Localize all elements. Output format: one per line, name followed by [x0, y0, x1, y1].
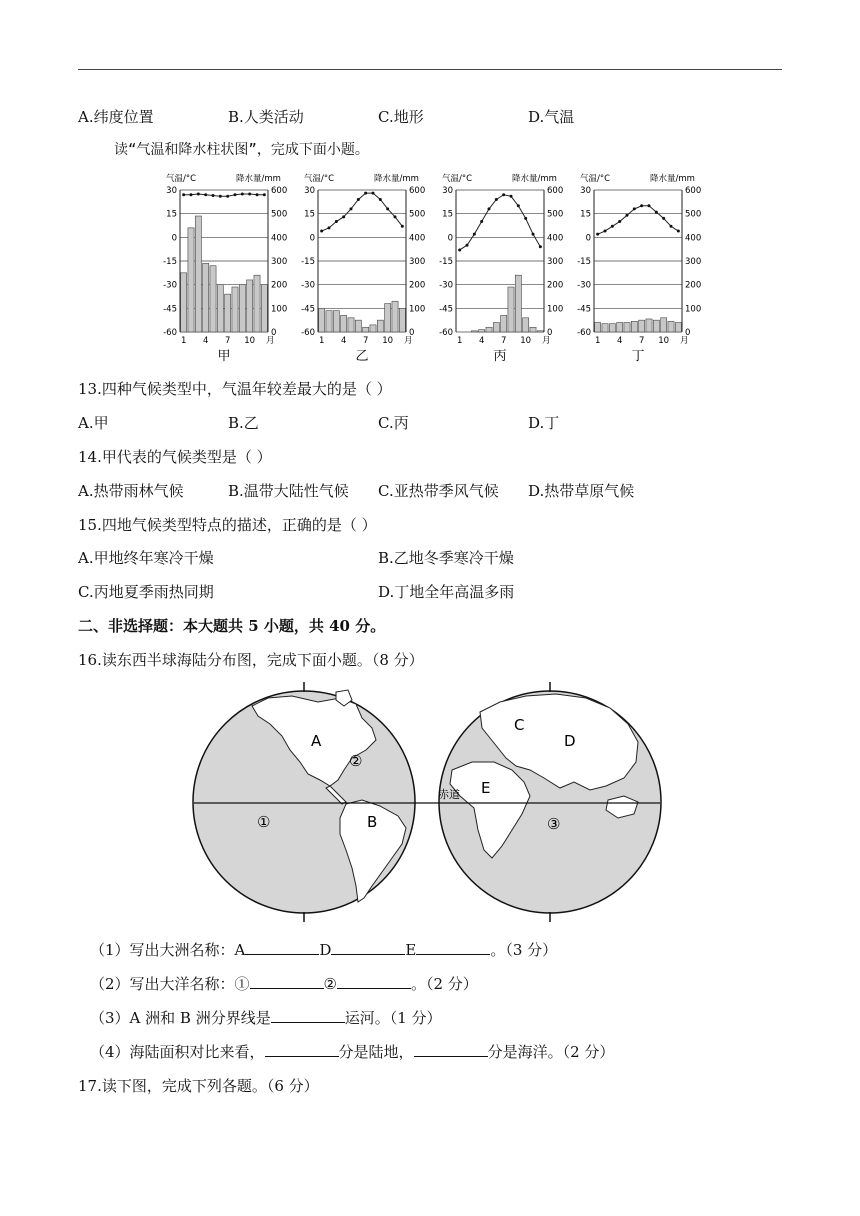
- precip-tick-label: 200: [685, 280, 702, 291]
- temp-point: [226, 195, 229, 198]
- month-tick-label: 4: [616, 336, 623, 346]
- temp-point: [655, 211, 658, 214]
- precip-tick-label: 600: [409, 186, 426, 196]
- temp-point: [502, 193, 505, 196]
- q13-option-d: D.丁: [528, 414, 560, 432]
- q13-stem: 13.四种气候类型中，气温年较差最大的是（ ）: [78, 380, 392, 398]
- precip-bar: [501, 315, 507, 332]
- q17-stem: 17.读下图，完成下列各题。（6 分）: [78, 1077, 319, 1095]
- map-label-a: A: [311, 732, 322, 750]
- precip-bar: [661, 318, 667, 332]
- panel-label: 甲: [217, 349, 231, 364]
- precip-bar: [225, 294, 231, 332]
- temp-tick-label: -15: [577, 257, 591, 267]
- precip-tick-label: 300: [685, 257, 702, 267]
- temp-tick-label: -30: [301, 280, 315, 291]
- temp-axis-title: 气温/°C: [442, 174, 473, 184]
- month-tick-label: 10: [244, 336, 256, 346]
- precip-tick-label: 400: [685, 233, 702, 244]
- month-tick-label: 1: [456, 336, 463, 346]
- precip-bar: [675, 323, 681, 332]
- precip-axis-title: 降水量/mm: [650, 174, 695, 184]
- temp-point: [212, 194, 215, 197]
- precip-tick-label: 500: [271, 209, 288, 220]
- temp-tick-label: -45: [163, 304, 177, 315]
- temp-point: [480, 220, 483, 223]
- temp-line: [460, 195, 541, 250]
- precip-bar: [254, 275, 260, 332]
- temp-tick-label: -45: [301, 304, 315, 315]
- precip-tick-label: 500: [409, 209, 426, 220]
- temp-tick-label: 15: [166, 209, 177, 220]
- temp-point: [357, 198, 360, 201]
- q15-option-c: C.丙地夏季雨热同期: [78, 583, 214, 601]
- header-rule: [78, 69, 782, 70]
- precip-tick-label: 600: [547, 186, 564, 196]
- temp-axis-title: 气温/°C: [580, 174, 611, 184]
- western-hemisphere: [193, 682, 415, 922]
- precip-bar: [515, 275, 521, 332]
- temp-point: [618, 220, 621, 223]
- temp-point: [611, 225, 614, 228]
- precip-bar: [631, 321, 637, 332]
- month-tick-label: 4: [340, 336, 347, 346]
- prev-option-c: C.地形: [378, 108, 424, 126]
- temp-tick-label: -60: [301, 328, 315, 338]
- map-label-e: E: [481, 779, 491, 797]
- precip-bar: [326, 311, 332, 332]
- month-tick-label: 10: [658, 336, 670, 346]
- month-unit: 月: [542, 336, 551, 346]
- q16-sub-1: （1）写出大洲名称：A D E 。（3 分）: [90, 941, 558, 959]
- temp-point: [248, 192, 251, 195]
- temp-point: [241, 192, 244, 195]
- temp-tick-label: 30: [442, 186, 453, 196]
- map-label-ocean-2: ②: [349, 752, 363, 770]
- temp-tick-label: 0: [171, 233, 177, 244]
- temp-point: [670, 225, 673, 228]
- precip-bar: [617, 323, 623, 332]
- precip-tick-label: 0: [271, 328, 277, 338]
- temp-point: [648, 204, 651, 207]
- map-label-ocean-1: ①: [257, 813, 271, 831]
- temp-point: [197, 192, 200, 195]
- temp-point: [204, 193, 207, 196]
- precip-bar: [385, 304, 391, 332]
- precip-tick-label: 100: [547, 304, 564, 315]
- temp-point: [182, 193, 185, 196]
- temp-point: [524, 217, 527, 220]
- prev-option-a: A.纬度位置: [78, 108, 154, 126]
- month-unit: 月: [404, 336, 413, 346]
- map-label-b: B: [367, 813, 378, 831]
- temp-point: [517, 204, 520, 207]
- chart-intro: 读“气温和降水柱状图”，完成下面小题。: [114, 142, 369, 158]
- precip-bar: [355, 320, 361, 332]
- temp-point: [328, 226, 331, 229]
- precip-bar: [668, 321, 674, 332]
- temp-tick-label: -30: [439, 280, 453, 291]
- precip-tick-label: 100: [271, 304, 288, 315]
- temp-tick-label: -60: [163, 328, 177, 338]
- precip-tick-label: 0: [409, 328, 415, 338]
- temp-point: [495, 198, 498, 201]
- map-label-ocean-3: ③: [547, 815, 561, 833]
- q15-option-b: B.乙地冬季寒冷干燥: [378, 549, 514, 567]
- temp-tick-label: -15: [439, 257, 453, 267]
- precip-bar: [370, 325, 376, 332]
- temp-line: [322, 193, 403, 231]
- month-tick-label: 1: [594, 336, 601, 346]
- month-unit: 月: [266, 336, 275, 346]
- temp-point: [473, 233, 476, 236]
- temp-tick-label: -45: [577, 304, 591, 315]
- temp-point: [626, 214, 629, 217]
- temp-point: [488, 207, 491, 210]
- month-tick-label: 4: [478, 336, 485, 346]
- precip-bar: [479, 330, 485, 332]
- month-unit: 月: [680, 336, 689, 346]
- temp-tick-label: 0: [585, 233, 591, 244]
- q16-sub-2: （2）写出大洋名称：① ② 。（2 分）: [90, 975, 478, 993]
- precip-axis-title: 降水量/mm: [374, 174, 419, 184]
- temp-tick-label: -45: [439, 304, 453, 315]
- temp-tick-label: 15: [442, 209, 453, 220]
- temp-point: [662, 217, 665, 220]
- climate-charts: [0, 166, 860, 366]
- temp-point: [510, 195, 513, 198]
- precip-bar: [319, 308, 325, 332]
- prev-option-d: D.气温: [528, 108, 575, 126]
- precip-bar: [341, 315, 347, 332]
- panel-label: 丁: [631, 349, 645, 364]
- q14-stem: 14.甲代表的气候类型是（ ）: [78, 448, 272, 466]
- q13-option-b: B.乙: [228, 414, 259, 432]
- month-tick-label: 10: [520, 336, 532, 346]
- temp-tick-label: -60: [439, 328, 453, 338]
- precip-bar: [203, 263, 209, 332]
- precip-tick-label: 500: [685, 209, 702, 220]
- temp-point: [677, 230, 680, 233]
- temp-point: [350, 207, 353, 210]
- precip-bar: [493, 323, 499, 332]
- precip-bar: [261, 285, 267, 332]
- temp-line: [598, 206, 679, 234]
- precip-tick-label: 300: [547, 257, 564, 267]
- temp-tick-label: -30: [163, 280, 177, 291]
- q15-option-d: D.丁地全年高温多雨: [378, 583, 515, 601]
- temp-tick-label: -15: [163, 257, 177, 267]
- precip-bar: [239, 285, 245, 332]
- q16-sub-3: （3）A 洲和 B 洲分界线是 运河。（1 分）: [90, 1009, 442, 1027]
- temp-tick-label: 30: [304, 186, 315, 196]
- precip-tick-label: 100: [409, 304, 426, 315]
- q13-option-a: A.甲: [78, 414, 109, 432]
- precip-bar: [195, 216, 201, 332]
- temp-tick-label: 30: [580, 186, 591, 196]
- precip-bar: [639, 320, 645, 332]
- temp-point: [234, 193, 237, 196]
- precip-tick-label: 200: [409, 280, 426, 291]
- precip-bar: [595, 323, 601, 332]
- precip-tick-label: 500: [547, 209, 564, 220]
- precip-bar: [348, 318, 354, 332]
- temp-tick-label: -60: [577, 328, 591, 338]
- q14-option-a: A.热带雨林气候: [78, 482, 184, 500]
- temp-point: [386, 207, 389, 210]
- temp-point: [401, 225, 404, 228]
- temp-point: [263, 193, 266, 196]
- temp-axis-title: 气温/°C: [166, 174, 197, 184]
- precip-bar: [232, 287, 238, 332]
- temp-point: [604, 230, 607, 233]
- precip-bar: [363, 327, 369, 332]
- precip-tick-label: 400: [409, 233, 426, 244]
- q15-stem: 15.四地气候类型特点的描述，正确的是（ ）: [78, 516, 377, 534]
- hemisphere-map: [0, 678, 860, 928]
- map-label-equator: 赤道: [438, 788, 460, 801]
- temp-point: [596, 233, 599, 236]
- precip-tick-label: 300: [271, 257, 288, 267]
- temp-point: [532, 233, 535, 236]
- precip-bar: [210, 266, 216, 332]
- precip-tick-label: 200: [547, 280, 564, 291]
- temp-tick-label: -30: [577, 280, 591, 291]
- q13-option-c: C.丙: [378, 414, 409, 432]
- precip-tick-label: 400: [547, 233, 564, 244]
- precip-bar: [181, 273, 187, 332]
- month-tick-label: 1: [318, 336, 325, 346]
- map-label-d: D: [564, 732, 576, 750]
- temp-tick-label: -15: [301, 257, 315, 267]
- precip-tick-label: 0: [685, 328, 691, 338]
- precip-bar: [653, 320, 659, 332]
- prev-option-b: B.人类活动: [228, 108, 304, 126]
- temp-tick-label: 0: [447, 233, 453, 244]
- precip-bar: [399, 308, 405, 332]
- precip-bar: [392, 301, 398, 332]
- precip-tick-label: 600: [271, 186, 288, 196]
- temp-point: [633, 207, 636, 210]
- precip-axis-title: 降水量/mm: [512, 174, 557, 184]
- precip-bar: [602, 324, 608, 332]
- q14-option-d: D.热带草原气候: [528, 482, 635, 500]
- precip-bar: [609, 324, 615, 332]
- temp-line: [184, 194, 265, 196]
- q15-option-a: A.甲地终年寒冷干燥: [78, 549, 214, 567]
- temp-point: [219, 195, 222, 198]
- temp-point: [466, 244, 469, 247]
- eastern-hemisphere: [439, 682, 661, 922]
- temp-tick-label: 30: [166, 186, 177, 196]
- temp-point: [190, 193, 193, 196]
- precip-bar: [530, 327, 536, 332]
- precip-tick-label: 100: [685, 304, 702, 315]
- temp-point: [364, 192, 367, 195]
- precip-bar: [247, 280, 253, 332]
- temp-point: [256, 193, 259, 196]
- precip-bar: [333, 311, 339, 332]
- temp-tick-label: 0: [309, 233, 315, 244]
- month-tick-label: 7: [362, 336, 369, 346]
- temp-point: [342, 215, 345, 218]
- precip-tick-label: 0: [547, 328, 553, 338]
- precip-bar: [486, 327, 492, 332]
- temp-tick-label: 15: [580, 209, 591, 220]
- temp-point: [539, 245, 542, 248]
- temp-axis-title: 气温/°C: [304, 174, 335, 184]
- precip-bar: [624, 323, 630, 332]
- precip-axis-title: 降水量/mm: [236, 174, 281, 184]
- temp-point: [372, 192, 375, 195]
- temp-point: [335, 220, 338, 223]
- precip-bar: [188, 228, 194, 332]
- precip-bar: [471, 331, 477, 332]
- month-tick-label: 7: [224, 336, 231, 346]
- precip-bar: [508, 287, 514, 332]
- q16-stem: 16.读东西半球海陆分布图，完成下面小题。（8 分）: [78, 651, 424, 669]
- precip-bar: [217, 285, 223, 332]
- precip-bar: [377, 320, 383, 332]
- q16-sub-4: （4）海陆面积对比来看， 分是陆地， 分是海洋。（2 分）: [90, 1043, 615, 1061]
- precip-bar: [537, 331, 543, 332]
- precip-tick-label: 600: [685, 186, 702, 196]
- temp-tick-label: 15: [304, 209, 315, 220]
- precip-tick-label: 300: [409, 257, 426, 267]
- precip-tick-label: 400: [271, 233, 288, 244]
- month-tick-label: 10: [382, 336, 394, 346]
- month-tick-label: 7: [638, 336, 645, 346]
- panel-label: 乙: [355, 349, 369, 364]
- temp-point: [640, 204, 643, 207]
- temp-point: [458, 248, 461, 251]
- precip-bar: [646, 319, 652, 332]
- precip-bar: [523, 318, 529, 332]
- precip-tick-label: 200: [271, 280, 288, 291]
- month-tick-label: 4: [202, 336, 209, 346]
- map-label-c: C: [514, 716, 525, 734]
- section-2-heading: 二、非选择题：本大题共 5 小题，共 40 分。: [78, 617, 386, 635]
- temp-point: [379, 198, 382, 201]
- month-tick-label: 7: [500, 336, 507, 346]
- month-tick-label: 1: [180, 336, 187, 346]
- q14-option-c: C.亚热带季风气候: [378, 482, 499, 500]
- temp-point: [394, 215, 397, 218]
- temp-point: [320, 230, 323, 233]
- q14-option-b: B.温带大陆性气候: [228, 482, 349, 500]
- panel-label: 丙: [493, 349, 507, 364]
